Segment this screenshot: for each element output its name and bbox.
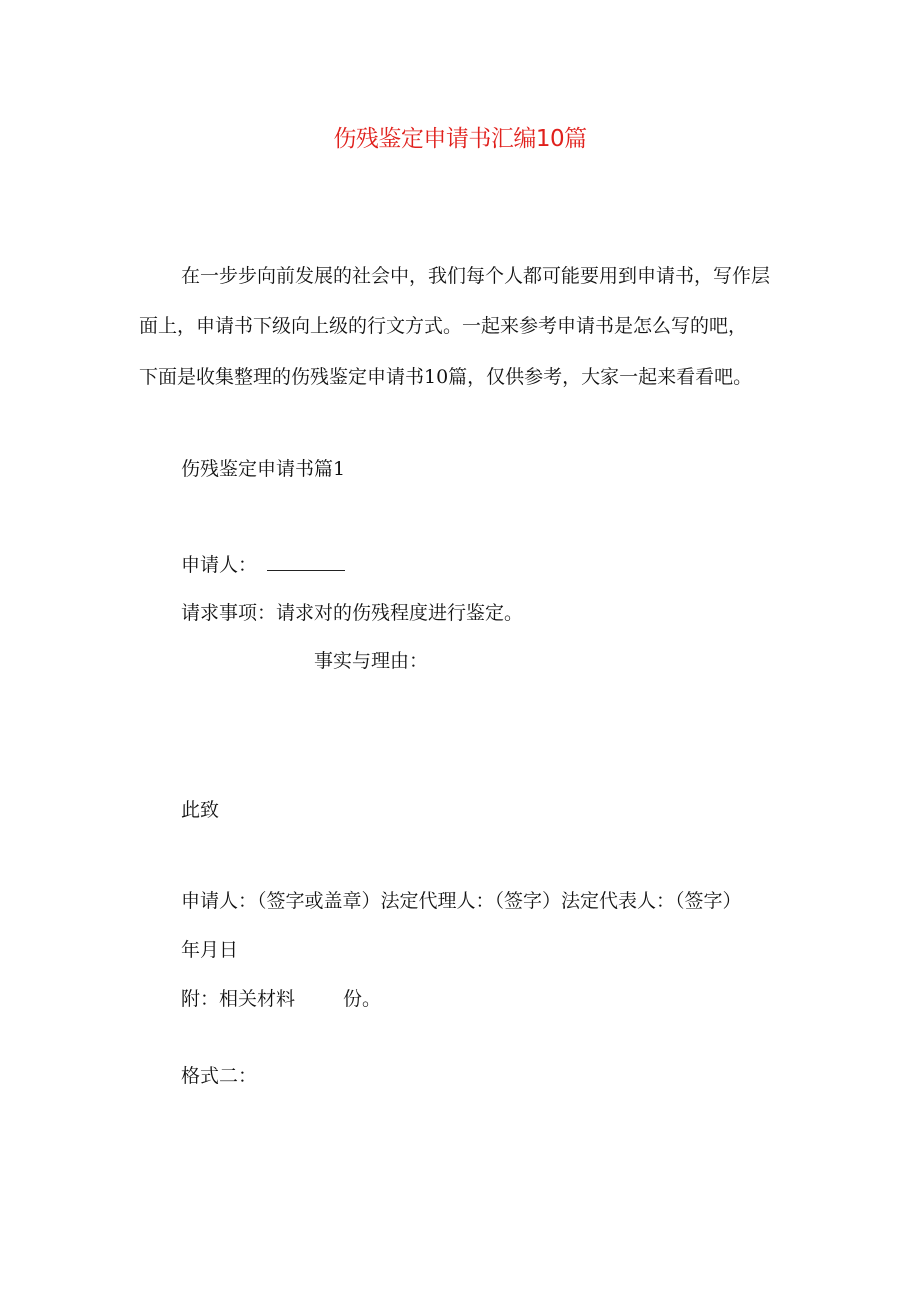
attachment-label: 附：相关材料 xyxy=(181,988,296,1010)
signature-line: 申请人：（签字或盖章）法定代理人：（签字）法定代表人：（签字） xyxy=(181,890,742,912)
intro-line-3: 下面是收集整理的伤残鉴定申请书10篇，仅供参考，大家一起来看看吧。 xyxy=(139,366,753,388)
applicant-label: 申请人： xyxy=(181,554,258,576)
intro-line-1: 在一步步向前发展的社会中，我们每个人都可能要用到申请书，写作层 xyxy=(181,265,771,287)
document-title: 伤残鉴定申请书汇编10篇 xyxy=(333,126,587,152)
intro-line-2: 面上，申请书下级向上级的行文方式。一起来参考申请书是怎么写的吧， xyxy=(139,315,748,337)
date-line: 年月日 xyxy=(181,939,239,961)
attachment-line xyxy=(181,990,381,1009)
section-heading: 伤残鉴定申请书篇1 xyxy=(181,458,346,480)
facts-heading: 事实与理由： xyxy=(314,650,429,672)
salutation: 此致 xyxy=(181,799,220,821)
applicant-blank-line xyxy=(267,555,345,571)
attachment-unit: 份。 xyxy=(343,988,382,1010)
format-two-heading: 格式二： xyxy=(181,1065,258,1087)
applicant-row xyxy=(181,555,345,575)
request-line: 请求事项：请求对的伤残程度进行鉴定。 xyxy=(181,602,524,624)
